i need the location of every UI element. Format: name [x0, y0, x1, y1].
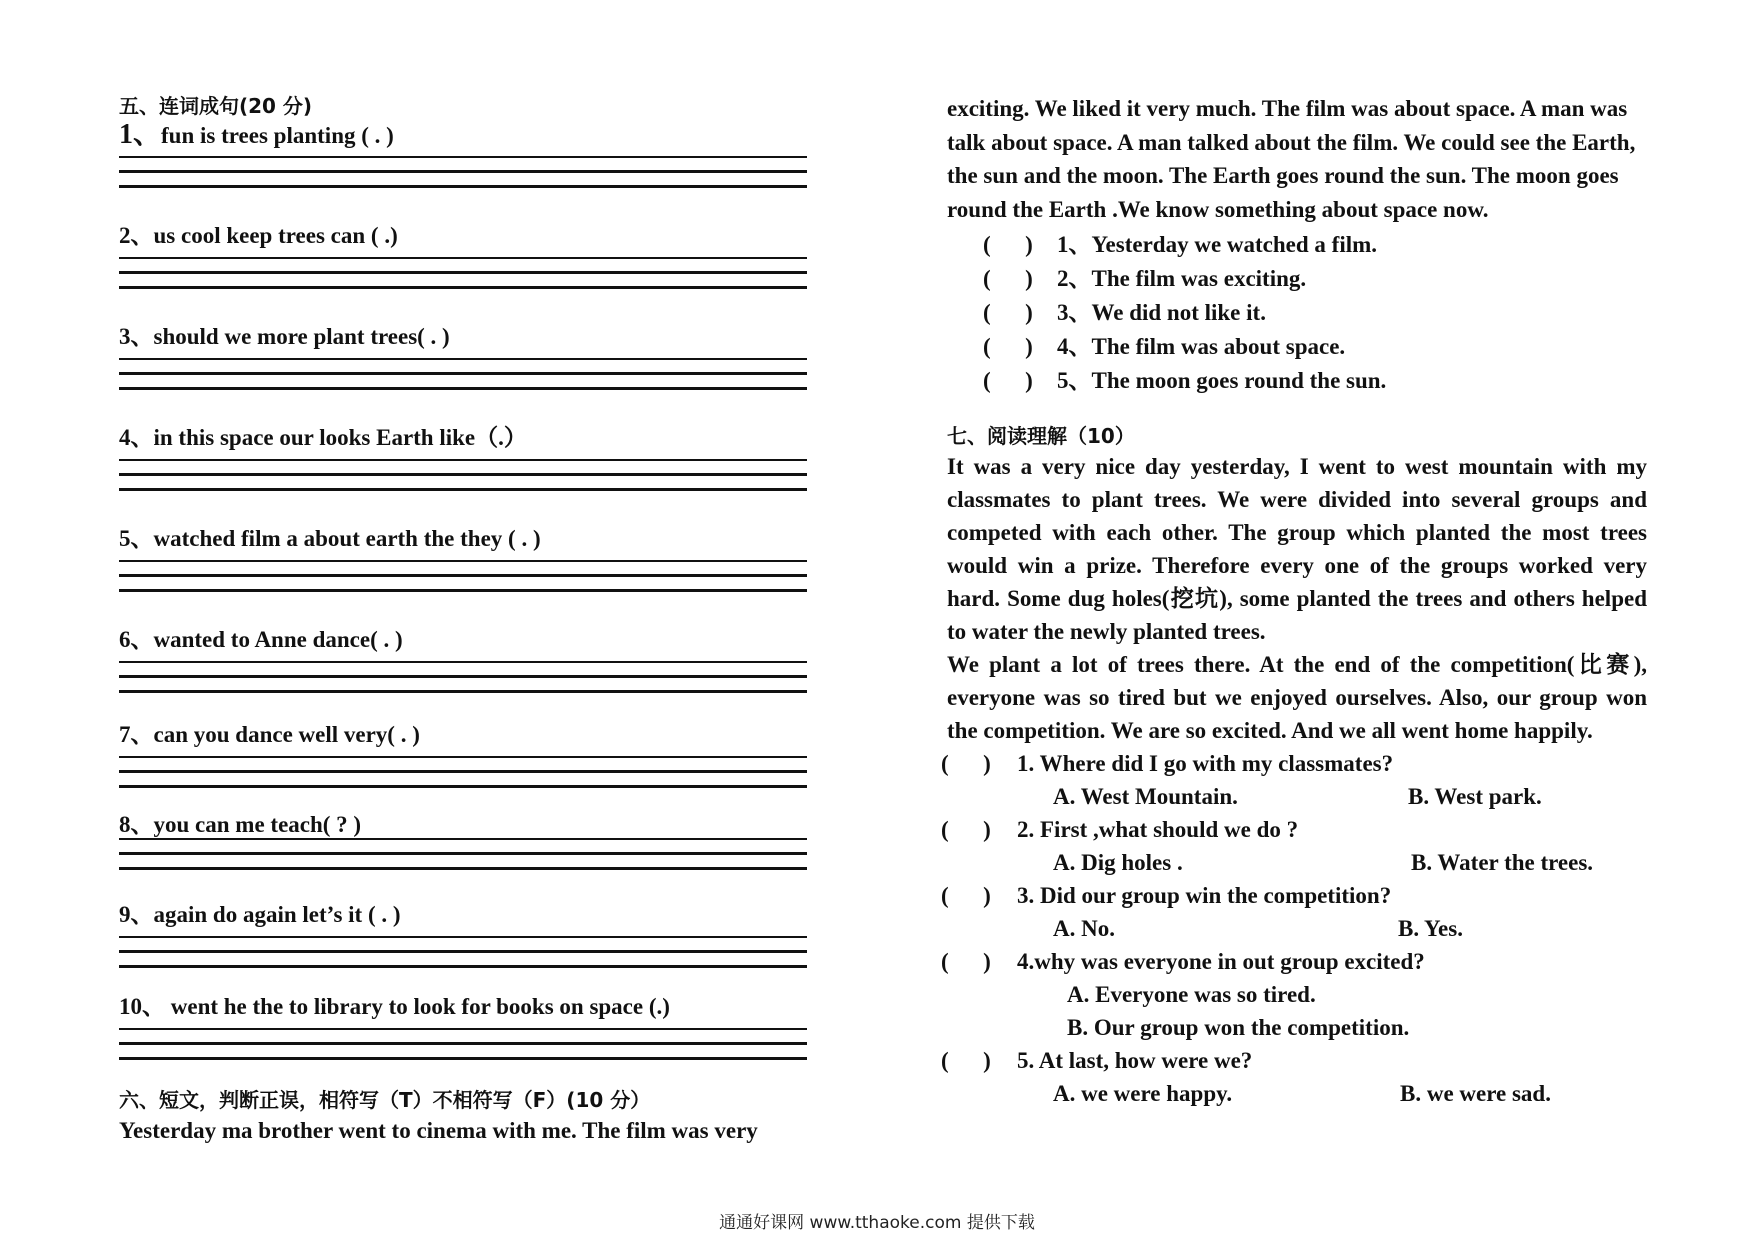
answer-lines[interactable] [119, 156, 807, 200]
option-b[interactable]: B. Yes. [1398, 916, 1463, 941]
sentence-questions [119, 120, 819, 1086]
option-b[interactable]: B. West park. [1408, 784, 1542, 809]
question-number: 9、 [119, 902, 154, 927]
question-words: us cool keep trees can ( .) [153, 223, 398, 248]
question-number: 2、 [119, 223, 154, 248]
section-7-passage-p2: We plant a lot of trees there. At the end of the competition(比赛), everyone was so tired but we enjoyed ourselves. Also, our group won the competition. We are so excited. And we all went home happily. [947, 652, 1647, 743]
question-item [119, 810, 819, 900]
answer-blank[interactable]: ( ) [941, 751, 991, 776]
question-text [119, 810, 819, 840]
question-words: you can me teach( ? ) [153, 812, 362, 837]
question-text [119, 992, 819, 1022]
mc-question [941, 747, 1647, 813]
option-a[interactable]: A. Everyone was so tired. [1067, 982, 1316, 1007]
answer-blank[interactable]: ( ) [983, 334, 1033, 359]
multiple-choice-list [941, 747, 1647, 1110]
question-words: can you dance well very( . ) [153, 722, 420, 747]
answer-blank[interactable]: ( ) [983, 266, 1033, 291]
question-text [119, 625, 819, 655]
option-a[interactable]: A. we were happy. [1053, 1081, 1233, 1106]
question-words: again do again let’s it ( . ) [153, 902, 401, 927]
question-item [119, 524, 819, 625]
statement: 3、We did not like it. [1057, 300, 1266, 325]
answer-blank[interactable]: ( ) [941, 1048, 991, 1073]
question-number: 10、 [119, 994, 165, 1019]
section-6-heading: 六、短文，判断正误，相符写（T）不相符写（F）(10 分） [119, 1088, 651, 1112]
true-false-item [983, 364, 1647, 398]
answer-blank[interactable]: ( ) [983, 368, 1033, 393]
right-column [941, 92, 1647, 1110]
section-5-heading: 五、连词成句(20 分) [119, 94, 313, 118]
option-b[interactable]: B. Water the trees. [1411, 850, 1594, 875]
question-text [119, 524, 819, 554]
option-a[interactable]: A. West Mountain. [1053, 784, 1238, 809]
option-b[interactable]: B. we were sad. [1400, 1081, 1551, 1106]
true-false-item [983, 296, 1647, 330]
statement: 2、The film was exciting. [1057, 266, 1307, 291]
question-number: 3、 [119, 324, 154, 349]
answer-blank[interactable]: ( ) [941, 949, 991, 974]
question-number: 5、 [119, 526, 154, 551]
statement: 1、Yesterday we watched a film. [1057, 232, 1378, 257]
answer-lines[interactable] [119, 936, 807, 980]
question-words: watched film a about earth the they ( . ) [153, 526, 541, 551]
option-a[interactable]: A. Dig holes . [1053, 850, 1183, 875]
question-words: should we more plant trees( . ) [153, 324, 450, 349]
question-text [119, 221, 819, 251]
true-false-item [983, 228, 1647, 262]
page-footer: 通通好课网 www.tthaoke.com 提供下载 [719, 1213, 1035, 1233]
question-item [119, 992, 819, 1086]
question-words: fun is trees planting ( . ) [161, 123, 394, 148]
question-item [119, 221, 819, 322]
mc-question [941, 945, 1647, 1044]
question-number: 8、 [119, 812, 154, 837]
true-false-item [983, 330, 1647, 364]
answer-lines[interactable] [119, 661, 807, 705]
question-number: 6、 [119, 627, 154, 652]
question-text: 2. First ,what should we do ? [1017, 817, 1299, 842]
answer-blank[interactable]: ( ) [941, 883, 991, 908]
question-words: went he the to library to look for books on space (.) [165, 994, 670, 1019]
question-words: in this space our looks Earth like（.） [153, 425, 527, 450]
answer-lines[interactable] [119, 459, 807, 503]
question-item [119, 720, 819, 810]
answer-blank[interactable]: ( ) [941, 817, 991, 842]
question-number: 1、 [119, 119, 162, 150]
question-item [119, 900, 819, 992]
question-text [119, 322, 819, 352]
question-item [119, 120, 819, 221]
option-a[interactable]: A. No. [1053, 916, 1115, 941]
question-text: 1. Where did I go with my classmates? [1017, 751, 1394, 776]
question-words: wanted to Anne dance( . ) [153, 627, 403, 652]
statement: 5、The moon goes round the sun. [1057, 368, 1387, 393]
mc-question [941, 1044, 1647, 1110]
answer-blank[interactable]: ( ) [983, 300, 1033, 325]
answer-lines[interactable] [119, 560, 807, 604]
mc-question [941, 879, 1647, 945]
question-item [119, 423, 819, 524]
section-7-passage-p1: It was a very nice day yesterday, I went to west mountain with my classmates to plant trees. We were divided into several groups and competed with each other. The group which planted the most trees would win a prize. Therefore every one of the groups worked very hard. Some dug holes(挖坑), some planted the trees and others helped to water the newly planted trees. [947, 454, 1647, 644]
answer-lines[interactable] [119, 1028, 807, 1072]
question-text [119, 120, 819, 151]
question-item [119, 625, 819, 720]
answer-lines[interactable] [119, 838, 807, 882]
mc-question [941, 813, 1647, 879]
section-6-passage-start: Yesterday ma brother went to cinema with me. The film was very [119, 1118, 758, 1143]
option-b[interactable]: B. Our group won the competition. [1067, 1015, 1410, 1040]
true-false-list [983, 228, 1647, 398]
section-7-heading: 七、阅读理解（10） [947, 424, 1135, 448]
question-text: 3. Did our group win the competition? [1017, 883, 1392, 908]
answer-blank[interactable]: ( ) [983, 232, 1033, 257]
question-text [119, 720, 819, 750]
question-text [119, 423, 819, 453]
question-text: 4.why was everyone in out group excited? [1017, 949, 1425, 974]
question-text [119, 900, 819, 930]
true-false-item [983, 262, 1647, 296]
section-6-passage-continued: exciting. We liked it very much. The film was about space. A man was talk about space. A man talked about the film. We could see the Earth, the sun and the moon. The Earth goes round the sun. The moon goes round the Earth .We know something about space now. [947, 96, 1636, 222]
answer-lines[interactable] [119, 756, 807, 800]
question-number: 7、 [119, 722, 154, 747]
question-text: 5. At last, how were we? [1017, 1048, 1253, 1073]
statement: 4、The film was about space. [1057, 334, 1346, 359]
left-column [119, 92, 819, 1147]
answer-lines[interactable] [119, 358, 807, 402]
answer-lines[interactable] [119, 257, 807, 301]
question-item [119, 322, 819, 423]
question-number: 4、 [119, 425, 154, 450]
